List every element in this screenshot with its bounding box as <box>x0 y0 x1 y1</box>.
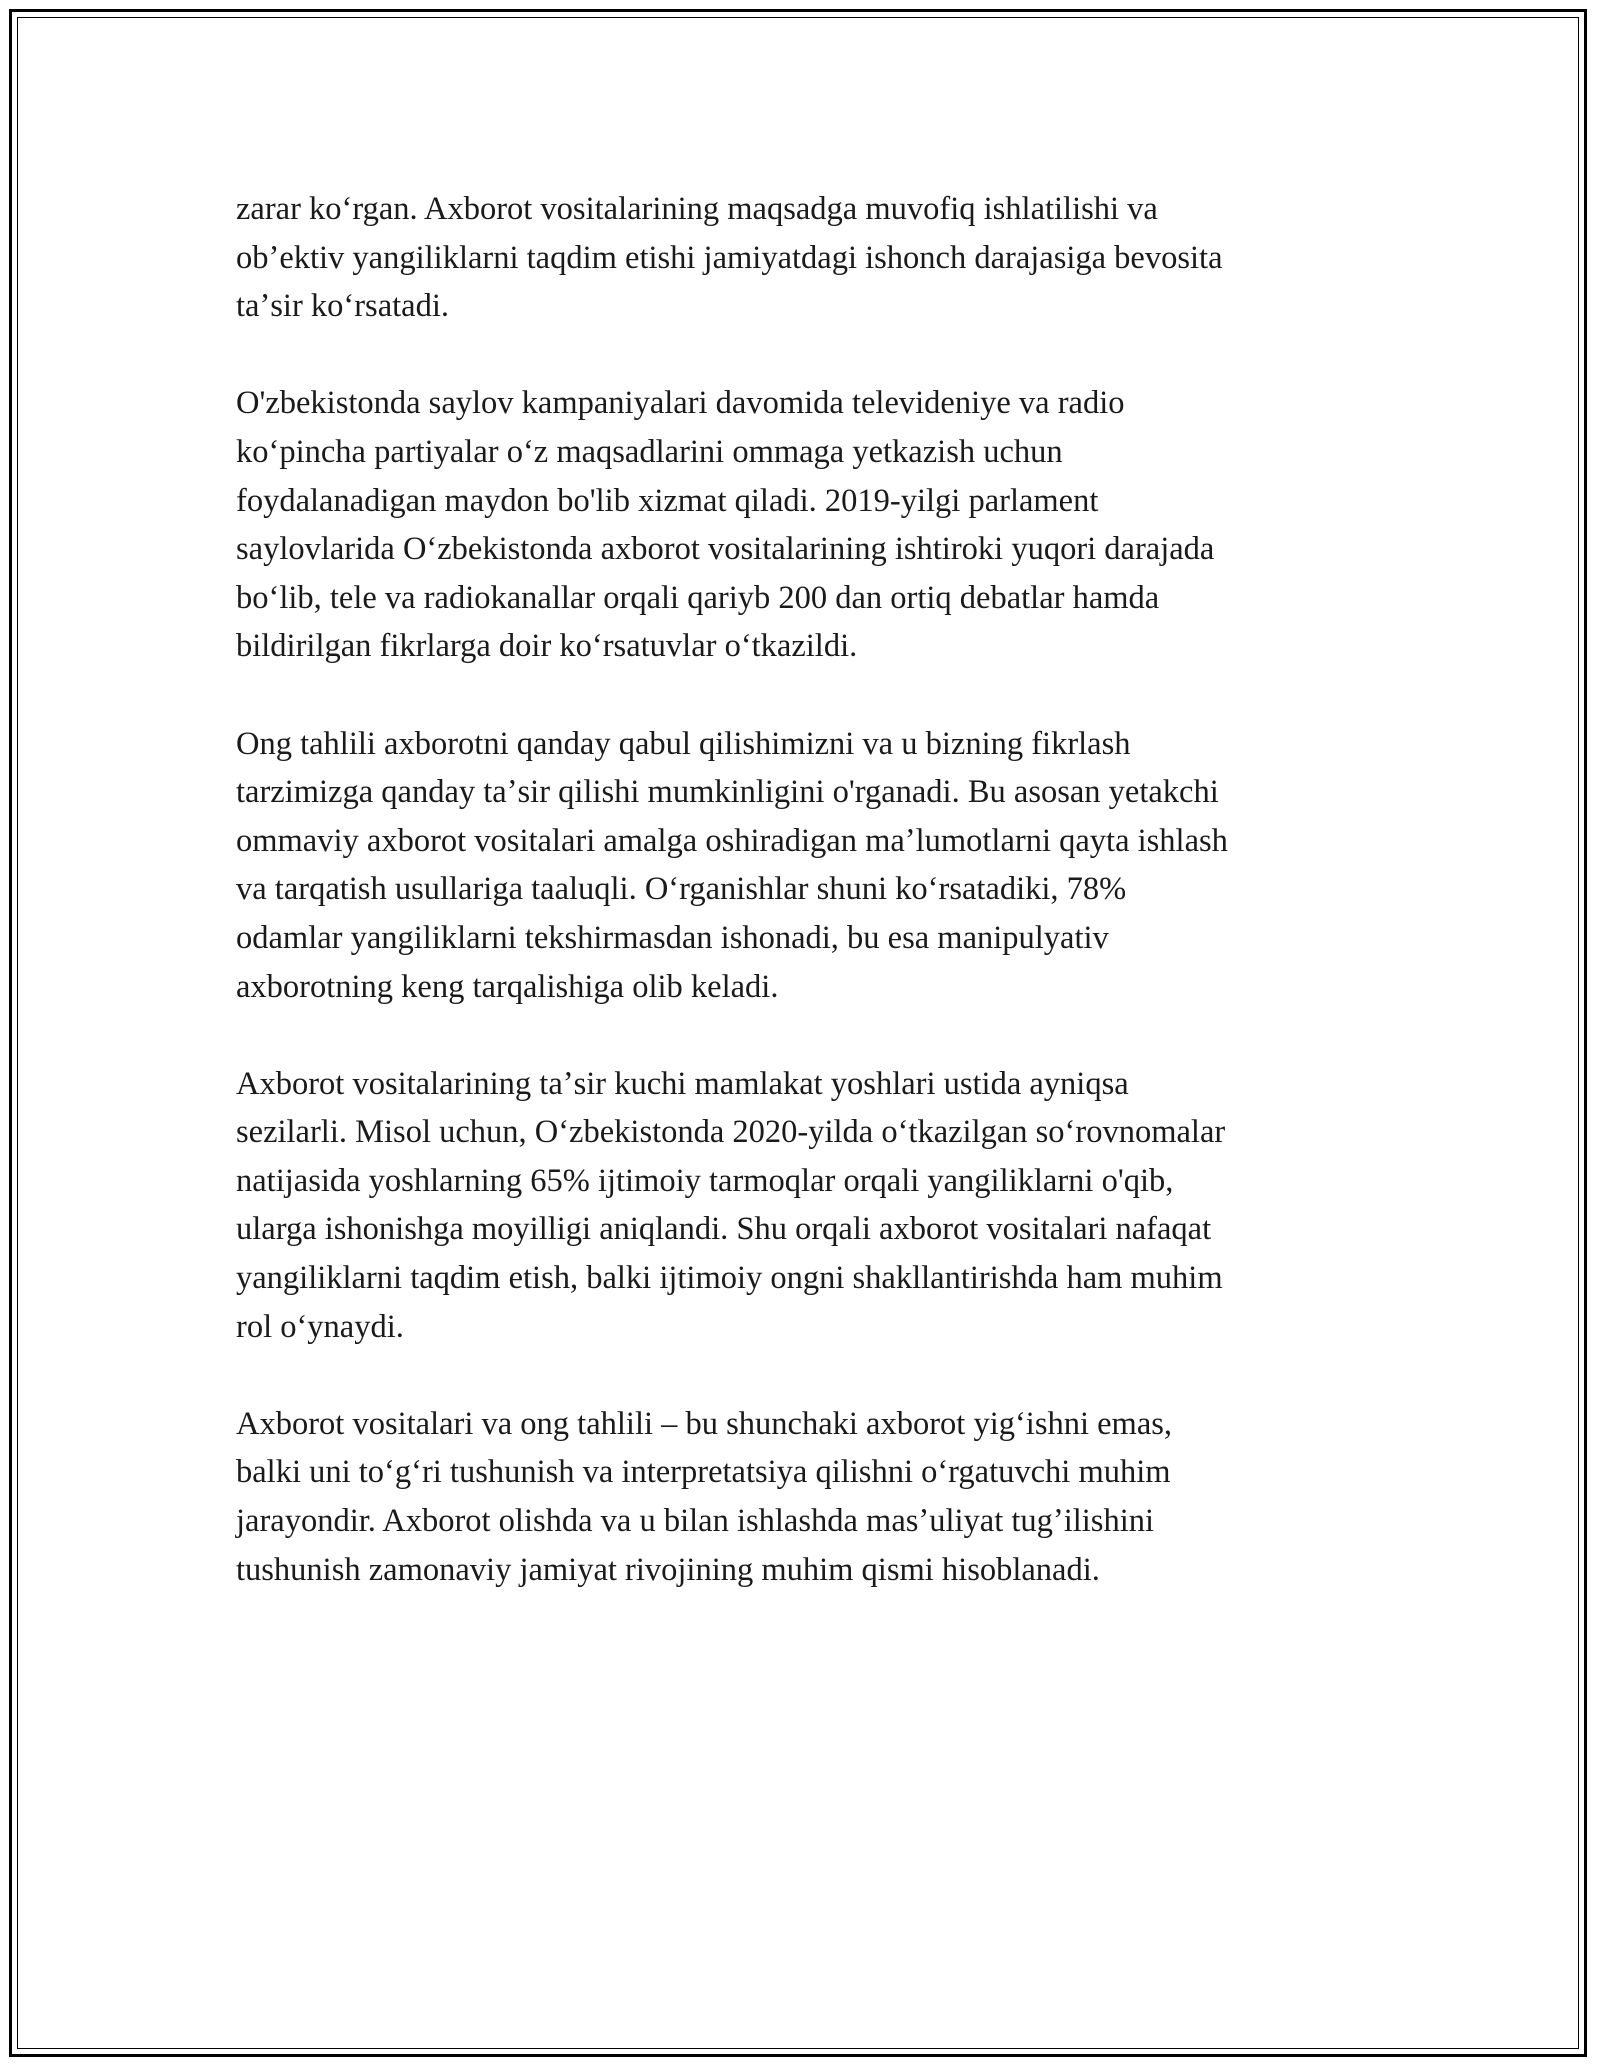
text-line: bildirilgan fikrlarga doir koʻrsatuvlar oʻtkazildi. <box>236 628 858 665</box>
text-line: yangiliklarni taqdim etish, balki ijtimoiy ongni shakllantirishda ham muhim <box>236 1260 1223 1297</box>
text-line: ommaviy axborot vositalari amalga oshiradigan maʼlumotlarni qayta ishlash <box>236 822 1228 859</box>
text-line: va tarqatish usullariga taaluqli. Oʻrganishlar shuni koʻrsatadiki, 78% <box>236 871 1127 908</box>
text-line: Ong tahlili axborotni qanday qabul qilishimizni va u bizning fikrlash <box>236 725 1131 762</box>
text-line: Axborot vositalari va ong tahlili – bu shunchaki axborot yigʻishni emas, <box>236 1405 1173 1442</box>
text-line: natijasida yoshlarning 65% ijtimoiy tarmoqlar orqali yangiliklarni o'qib, <box>236 1162 1174 1199</box>
paragraph-3 <box>236 720 1366 1012</box>
text-line: tushunish zamonaviy jamiyat rivojining muhim qismi hisoblanadi. <box>236 1551 1100 1588</box>
paragraph-5 <box>236 1400 1366 1594</box>
text-line: zarar koʻrgan. Axborot vositalarining maqsadga muvofiq ishlatilishi va <box>236 191 1158 227</box>
text-line: sezilarli. Misol uchun, Oʻzbekistonda 2020-yilda oʻtkazilgan soʻrovnomalar <box>236 1114 1226 1151</box>
text-line: O'zbekistonda saylov kampaniyalari davomida televideniye va radio <box>236 385 1125 422</box>
text-line: koʻpincha partiyalar oʻz maqsadlarini ommaga yetkazish uchun <box>236 433 1063 470</box>
text-line: rol oʻynaydi. <box>236 1308 404 1345</box>
paragraph-1 <box>236 185 1366 331</box>
text-line: saylovlarida Oʻzbekistonda axborot vositalarining ishtiroki yuqori darajada <box>236 531 1215 568</box>
text-line: jarayondir. Axborot olishda va u bilan ishlashda masʼuliyat tugʼilishini <box>236 1503 1154 1540</box>
text-line: foydalanadigan maydon bo'lib xizmat qiladi. 2019-yilgi parlament <box>236 482 1099 519</box>
text-line: obʼektiv yangiliklarni taqdim etishi jamiyatdagi ishonch darajasiga bevosita <box>236 239 1223 276</box>
paragraph-4 <box>236 1060 1366 1352</box>
paragraph-2 <box>236 379 1366 671</box>
text-line: taʼsir koʻrsatadi. <box>236 288 449 325</box>
text-line: ularga ishonishga moyilligi aniqlandi. Shu orqali axborot vositalari nafaqat <box>236 1211 1212 1248</box>
text-line: Axborot vositalarining taʼsir kuchi mamlakat yoshlari ustida ayniqsa <box>236 1065 1129 1102</box>
text-line: odamlar yangiliklarni tekshirmasdan ishonadi, bu esa manipulyativ <box>236 919 1109 956</box>
text-line: axborotning keng tarqalishiga olib keladi. <box>236 968 779 1005</box>
document-body <box>236 185 1366 1643</box>
text-line: tarzimizga qanday taʼsir qilishi mumkinligini o'rganadi. Bu asosan yetakchi <box>236 774 1219 811</box>
text-line: boʻlib, tele va radiokanallar orqali qariyb 200 dan ortiq debatlar hamda <box>236 579 1160 616</box>
text-line: balki uni toʻgʻri tushunish va interpretatsiya qilishni oʻrgatuvchi muhim <box>236 1454 1171 1491</box>
